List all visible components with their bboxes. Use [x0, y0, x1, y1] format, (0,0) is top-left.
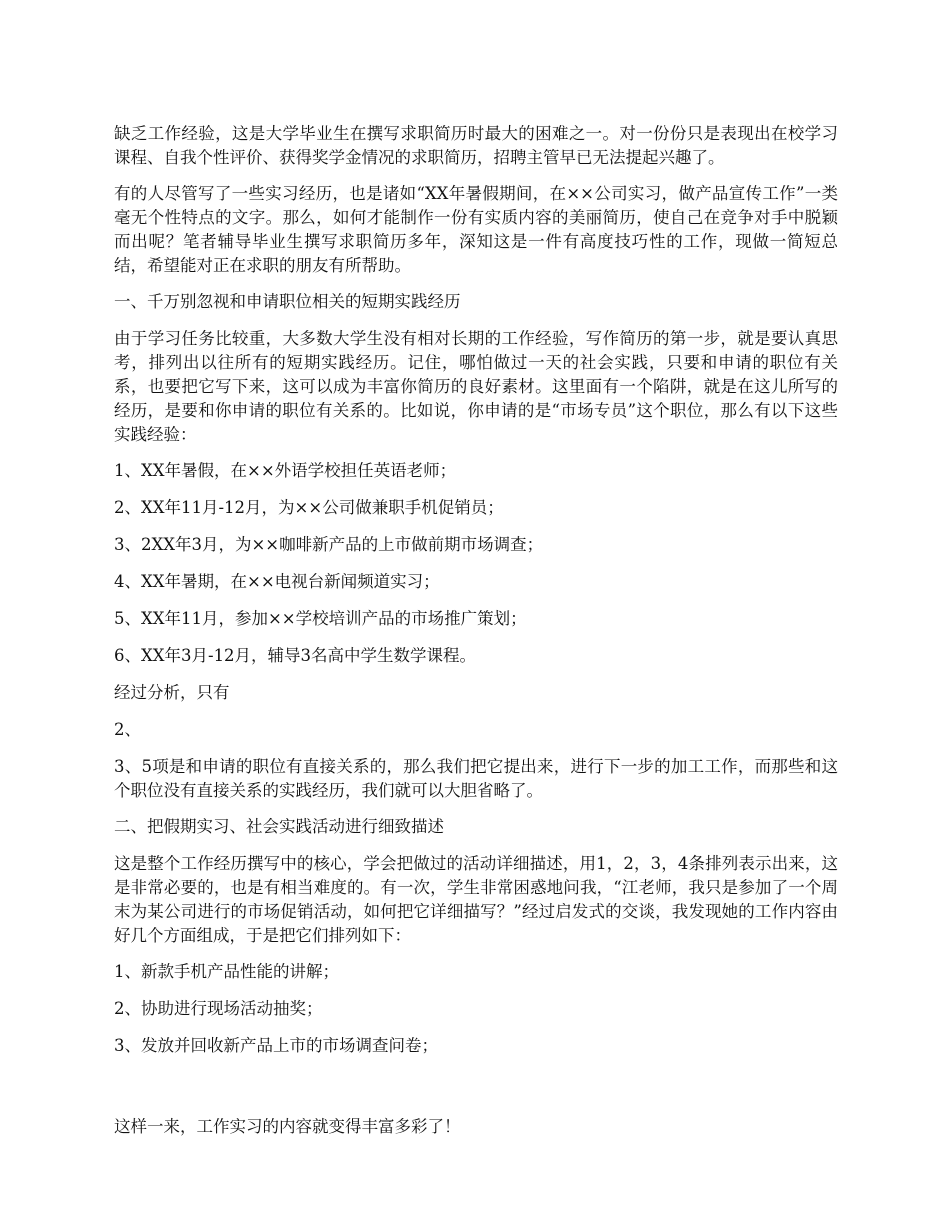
- list-item: 3、2XX年3月，为××咖啡新产品的上市做前期市场调查；: [114, 535, 544, 554]
- paragraph-context: 有的人尽管写了一些实习经历，也是诸如“XX年暑假期间，在××公司实习，做产品宣传工作”一类毫无个性特点的文字。那么，如何才能制作一份有实质内容的美丽简历，使自己在竞争对手中脱颖而出呢？笔者辅导毕业生撰写求职简历多年，深知这是一件有高度技巧性的工作，现做一简短总结，希望能对正在求职的朋友有所帮助。: [114, 184, 838, 275]
- list-item: 1、XX年暑假，在××外语学校担任英语老师；: [114, 461, 457, 480]
- list-item: 6、XX年3月-12月，辅导3名高中学生数学课程。: [114, 646, 477, 665]
- paragraph-section-2: 这是整个工作经历撰写中的核心，学会把做过的活动详细描述，用1，2，3，4条排列表示出来，这是非常必要的，也是有相当难度的。有一次，学生非常困惑地问我，“江老师，我只是参加了一个周末为某公司进行的市场促销活动，如何把它详细描写？”经过启发式的交谈，我发现她的工作内容由好几个方面组成，于是把它们排列如下：: [114, 854, 838, 945]
- list-item: 1、新款手机产品性能的讲解；: [114, 962, 339, 981]
- paragraph-analysis: 经过分析，只有: [114, 683, 230, 702]
- paragraph-fragment: 2、: [114, 720, 141, 739]
- section-heading-2: 二、把假期实习、社会实践活动进行细致描述: [114, 817, 444, 836]
- blank-line: [114, 1071, 838, 1115]
- list-item: 5、XX年11月，参加××学校培训产品的市场推广策划；: [114, 609, 527, 628]
- list-item: 2、协助进行现场活动抽奖；: [114, 999, 323, 1018]
- paragraph-final: 这样一来，工作实习的内容就变得丰富多彩了！: [114, 1117, 461, 1136]
- paragraph-intro: 缺乏工作经验，这是大学毕业生在撰写求职简历时最大的困难之一。对一份份只是表现出在校学习课程、自我个性评价、获得奖学金情况的求职简历，招聘主管早已无法提起兴趣了。: [114, 124, 838, 167]
- document-body: [114, 122, 838, 1152]
- paragraph-section-1: 由于学习任务比较重，大多数大学生没有相对长期的工作经验，写作简历的第一步，就是要认真思考，排列出以往所有的短期实践经历。记住，哪怕做过一天的社会实践，只要和申请的职位有关系，也要把它写下来，这可以成为丰富你简历的良好素材。这里面有一个陷阱，就是在这儿所写的经历，是要和你申请的职位有关系的。比如说，你申请的是“市场专员”这个职位，那么有以下这些实践经验：: [114, 329, 838, 444]
- list-item: 3、发放并回收新产品上市的市场调查问卷；: [114, 1036, 438, 1055]
- list-item: 2、XX年11月-12月，为××公司做兼职手机促销员；: [114, 498, 504, 517]
- paragraph-conclusion-1: 3、5项是和申请的职位有直接关系的，那么我们把它提出来，进行下一步的加工工作，而那些和这个职位没有直接关系的实践经历，我们就可以大胆省略了。: [114, 757, 838, 800]
- list-item: 4、XX年暑期，在××电视台新闻频道实习；: [114, 572, 440, 591]
- section-heading-1: 一、千万别忽视和申请职位相关的短期实践经历: [114, 292, 461, 311]
